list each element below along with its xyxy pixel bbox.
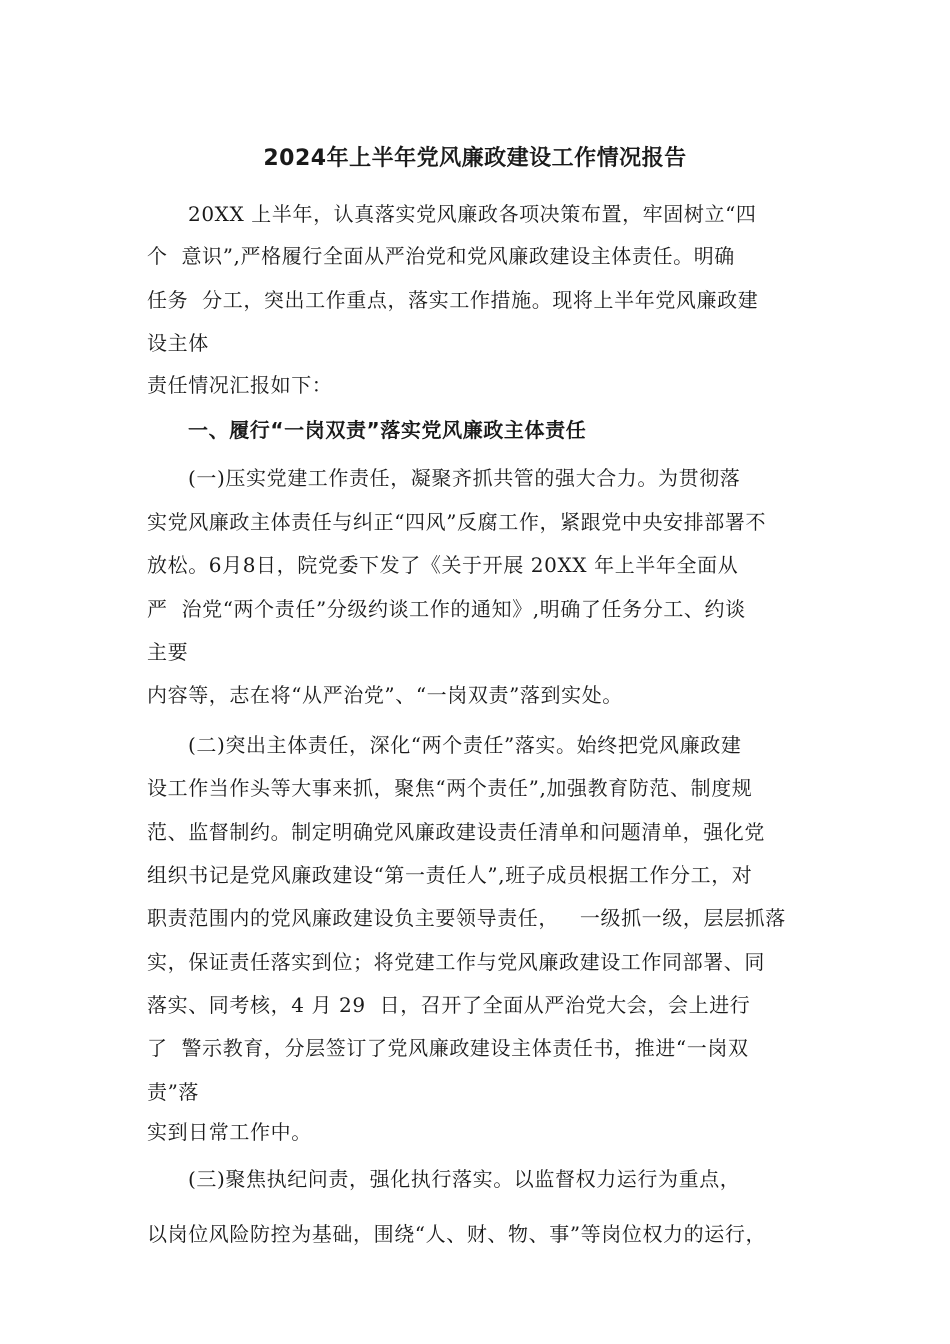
para-2-line-8: 了 警示教育，分层签订了党风廉政建设主体责任书，推进“一岗双	[147, 1036, 749, 1060]
section-1-heading: 一、履行“一岗双责”落实党风廉政主体责任	[188, 418, 587, 442]
para-3-line-1: (三)聚焦执纪问责，强化执行落实。以监督权力运行为重点，	[188, 1167, 741, 1191]
para-2-line-7: 落实、同考核，4 月 29 日，召开了全面从严治党大会，会上进行	[147, 993, 751, 1017]
para-2-line-1: (二)突出主体责任，深化“两个责任”落实。始终把党风廉政建	[188, 733, 742, 757]
para-2-line-3: 范、监督制约。制定明确党风廉政建设责任清单和问题清单，强化党	[147, 820, 765, 844]
para-2-line-2: 设工作当作头等大事来抓，聚焦“两个责任”,加强教育防范、制度规	[147, 776, 753, 800]
para-1-line-5: 主要	[147, 640, 189, 664]
para-1-line-3: 放松。6月8日，院党委下发了《关于开展 20XX 年上半年全面从	[147, 553, 739, 577]
intro-line-3: 任务 分工，突出工作重点，落实工作措施。现将上半年党风廉政建	[147, 288, 759, 312]
para-1-line-4: 严 治党“两个责任”分级约谈工作的通知》,明确了任务分工、约谈	[147, 597, 746, 621]
para-1-line-6: 内容等，志在将“从严治党”、“一岗双责”落到实处。	[147, 683, 623, 707]
para-2-line-4: 组织书记是党风廉政建设“第一责任人”,班子成员根据工作分工，对	[147, 863, 753, 887]
document-title: 2024年上半年党风廉政建设工作情况报告	[263, 146, 687, 171]
intro-line-2: 个 意识”,严格履行全面从严治党和党风廉政建设主体责任。明确	[147, 244, 735, 268]
para-3-line-2: 以岗位风险防控为基础，围绕“人、财、物、事”等岗位权力的运行，	[147, 1222, 767, 1246]
intro-line-1: 20XX 上半年，认真落实党风廉政各项决策布置，牢固树立“四	[188, 202, 757, 226]
para-2-line-10: 实到日常工作中。	[147, 1120, 312, 1144]
para-2-line-5: 职责范围内的党风廉政建设负主要领导责任， 一级抓一级，层层抓落	[147, 906, 786, 930]
intro-line-4: 设主体	[147, 331, 209, 355]
para-1-line-2: 实党风廉政主体责任与纠正“四风”反腐工作，紧跟党中央安排部署不	[147, 510, 767, 534]
para-1-line-1: (一)压实党建工作责任，凝聚齐抓共管的强大合力。为贯彻落	[188, 466, 741, 490]
intro-line-5: 责任情况汇报如下：	[147, 373, 333, 397]
para-2-line-9: 责”落	[147, 1080, 200, 1104]
para-2-line-6: 实，保证责任落实到位；将党建工作与党风廉政建设工作同部署、同	[147, 950, 765, 974]
